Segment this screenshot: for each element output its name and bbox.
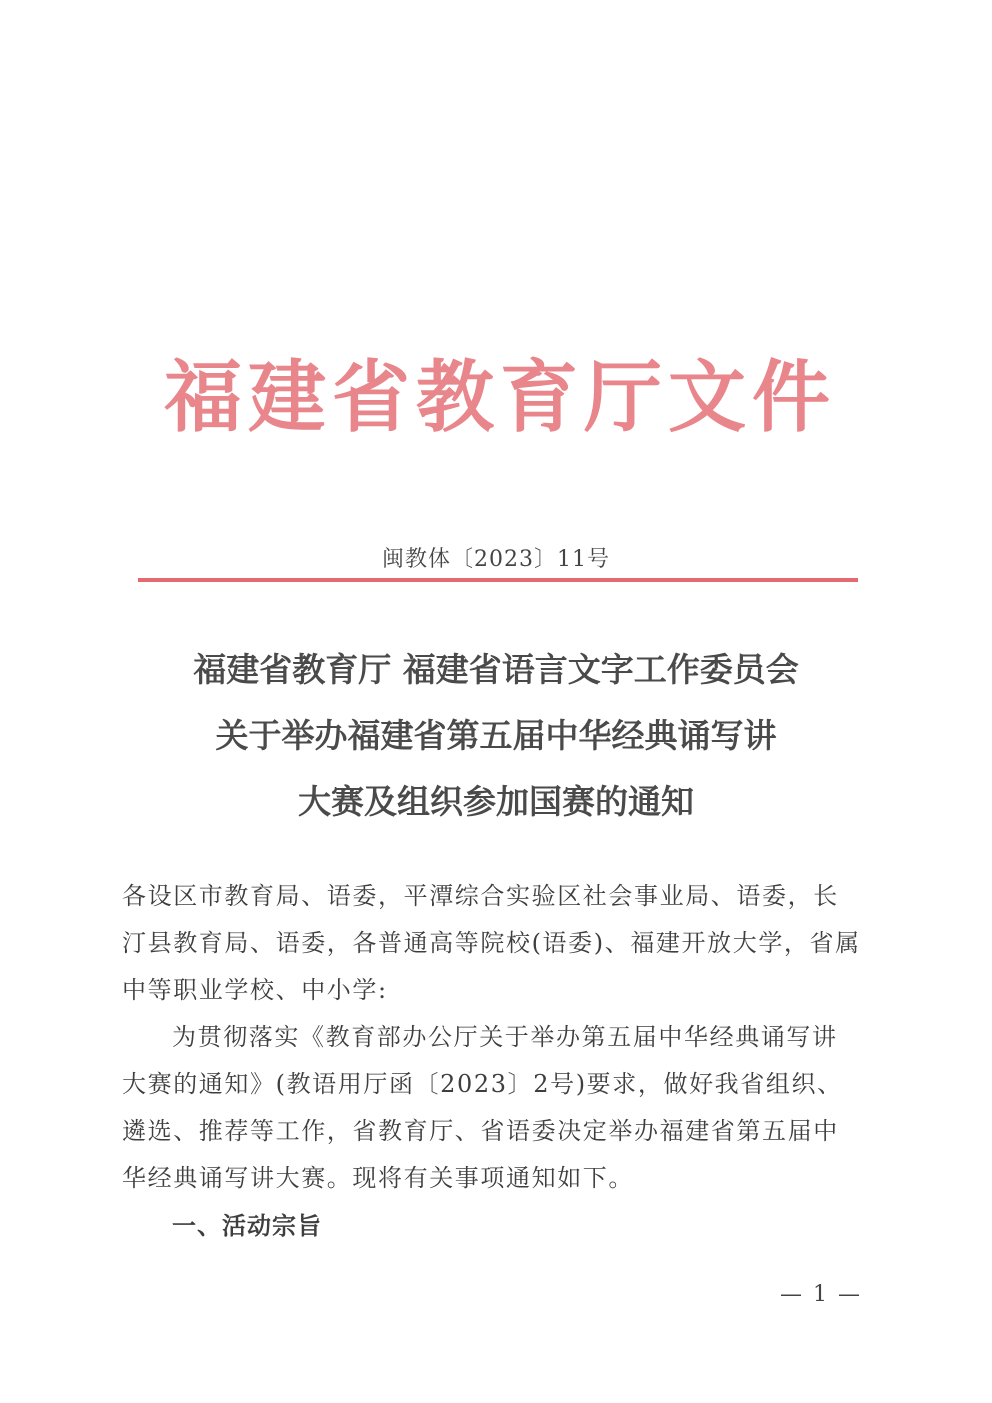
section-heading-1: 一、活动宗旨 (172, 1212, 322, 1240)
notice-title-line-2: 关于举办福建省第五届中华经典诵写讲 (215, 716, 777, 755)
document-number: 闽教体〔2023〕11号 (382, 547, 610, 572)
addressee-paragraph: 各设区市教育局、语委，平潭综合实验区社会事业局、语委，长汀县教育局、语委，各普通高等院校(语委)、福建开放大学，省属中等职业学校、中小学: (122, 882, 861, 1004)
issuer-header-title: 福建省教育厅文件 (163, 352, 836, 443)
body-paragraph-1: 为贯彻落实《教育部办公厅关于举办第五届中华经典诵写讲大赛的通知》(教语用厅函〔2023〕2号)要求，做好我省组织、遴选、推荐等工作，省教育厅、省语委决定举办福建省第五届中华经典诵写讲大赛。现将有关事项通知如下。 (122, 1023, 843, 1192)
notice-title-line-1: 福建省教育厅 福建省语言文字工作委员会 (193, 650, 799, 689)
red-divider-line (138, 578, 858, 582)
notice-title-line-3: 大赛及组织参加国赛的通知 (298, 782, 694, 821)
page-number: — 1 — (780, 1282, 862, 1307)
